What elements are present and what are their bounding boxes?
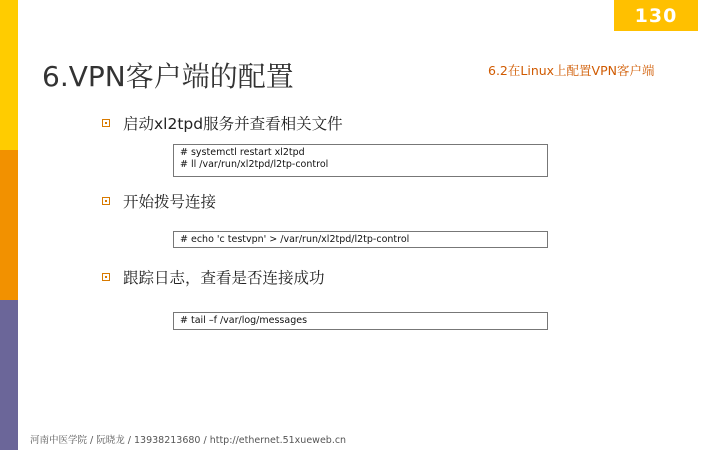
code-line: # systemctl restart xl2tpd xyxy=(180,147,305,158)
bullet-item xyxy=(102,112,343,134)
code-block xyxy=(173,231,548,248)
code-line: # ll /var/run/xl2tpd/l2tp-control xyxy=(180,159,329,170)
slide-subtitle: 6.2在Linux上配置VPN客户端 xyxy=(488,63,655,78)
slide-title: 6.VPN客户端的配置 xyxy=(42,60,294,93)
bullet-text: 启动xl2tpd服务并查看相关文件 xyxy=(123,115,343,133)
sidebar-stripe-bottom xyxy=(0,300,18,450)
code-block xyxy=(173,312,548,330)
square-bullet-icon xyxy=(102,119,110,127)
sidebar-stripe-middle xyxy=(0,150,18,300)
bullet-item xyxy=(102,266,325,288)
code-line: # echo 'c testvpn' > /var/run/xl2tpd/l2tp-control xyxy=(180,234,410,245)
code-block xyxy=(173,144,548,177)
bullet-text: 开始拨号连接 xyxy=(123,193,217,211)
square-bullet-icon xyxy=(102,273,110,281)
page-number-badge: 130 xyxy=(614,0,698,31)
sidebar-stripe-top xyxy=(0,0,18,150)
footer-text: 河南中医学院 / 阮晓龙 / 13938213680 / http://ethernet.51xueweb.cn xyxy=(30,435,347,446)
bullet-text: 跟踪日志，查看是否连接成功 xyxy=(123,269,325,287)
square-bullet-icon xyxy=(102,197,110,205)
code-line: # tail –f /var/log/messages xyxy=(180,315,308,326)
bullet-item xyxy=(102,190,216,212)
